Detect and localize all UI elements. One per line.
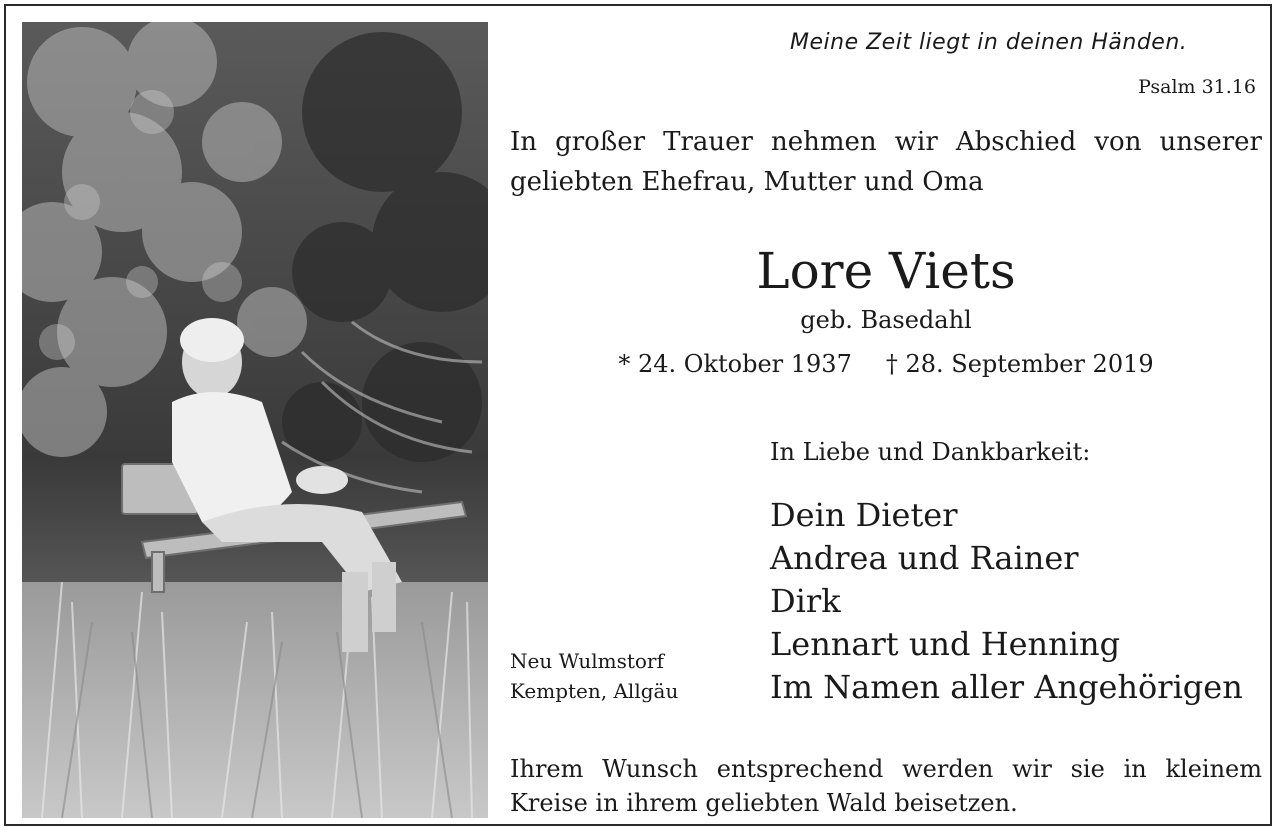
- deceased-name: Lore Viets: [756, 242, 1016, 300]
- mourner-entry: Lennart und Henning: [770, 625, 1121, 663]
- announcement-text: In großer Trauer nehmen wir Abschied von unserer geliebten Ehefrau, Mutter und Oma: [510, 127, 1262, 197]
- memorial-photo: [22, 22, 488, 818]
- obituary-notice: [4, 4, 1272, 826]
- bible-verse-reference: Psalm 31.16: [1138, 76, 1256, 98]
- mourners-list: [770, 494, 1243, 709]
- life-dates: [510, 350, 1262, 378]
- place-entry: Neu Wulmstorf: [510, 649, 664, 673]
- mourner-entry: Dirk: [770, 582, 841, 620]
- death-date: † 28. September 2019: [885, 350, 1154, 378]
- places-list: [510, 646, 678, 706]
- gratitude-line: In Liebe und Dankbarkeit:: [770, 438, 1091, 466]
- birth-name: geb. Basedahl: [800, 306, 972, 334]
- closing-note: Ihrem Wunsch entsprechend werden wir sie in kleinem Kreise in ihrem geliebten Wald beisetzen.: [510, 755, 1262, 817]
- mourner-entry: Im Namen aller Angehörigen: [770, 668, 1243, 706]
- birth-date: * 24. Oktober 1937: [618, 350, 852, 378]
- mourner-entry: Dein Dieter: [770, 496, 958, 534]
- motto-quote: Meine Zeit liegt in deinen Händen.: [790, 30, 1188, 55]
- mourner-entry: Andrea und Rainer: [770, 539, 1079, 577]
- place-entry: Kempten, Allgäu: [510, 679, 679, 703]
